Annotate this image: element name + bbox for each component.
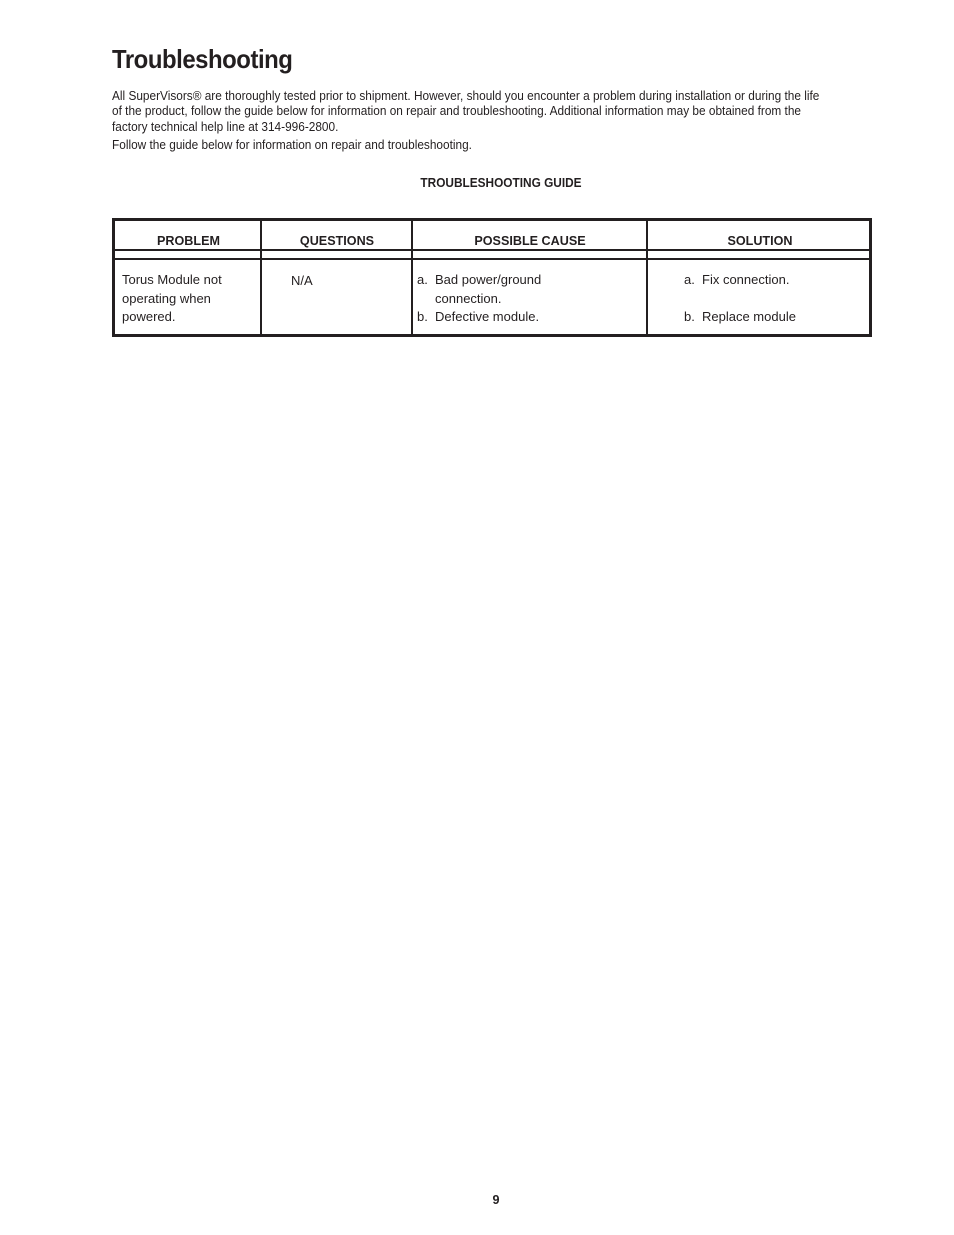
cause-item [417,308,541,327]
page-title: Troubleshooting [112,44,293,74]
problem-line: operating when [122,290,211,306]
cause-text: Defective module. [435,309,540,324]
solution-label: a. [684,272,695,287]
troubleshooting-table [112,218,872,337]
header-rule [115,249,869,251]
header-possible-cause: POSSIBLE CAUSE [474,234,586,248]
intro-paragraph: All SuperVisors® are thoroughly tested prior to shipment. However, should you encounter a problem during installation or during the life of the product, follow the guide below for information on repair and troubleshooting. Additional information may be obtained from the factory technical help line at 314-996-2800. [112,89,820,134]
header-questions: QUESTIONS [299,234,375,248]
cause-continuation: connection. [435,290,502,306]
guide-heading: TROUBLESHOOTING GUIDE [420,176,582,190]
cause-label: b. [417,309,428,324]
header-rule [115,258,869,260]
solution-item [684,308,796,327]
solution-cell [684,271,796,327]
cause-cell [417,271,541,327]
questions-cell: N/A [291,273,313,288]
problem-line: Torus Module not [122,272,222,287]
problem-line: powered. [122,309,176,324]
solution-item [684,271,796,290]
solution-spacer [684,290,796,309]
solution-text: Replace module [702,309,796,324]
problem-cell [122,271,222,327]
header-solution: SOLUTION [727,234,793,248]
cause-item [417,271,541,290]
solution-text: Fix connection. [702,272,790,287]
solution-label: b. [684,309,695,324]
cause-label: a. [417,272,428,287]
cause-text: Bad power/ground [435,272,542,287]
follow-paragraph: Follow the guide below for information on repair and troubleshooting. [112,138,472,152]
header-problem: PROBLEM [157,234,220,248]
page-number: 9 [492,1193,500,1207]
